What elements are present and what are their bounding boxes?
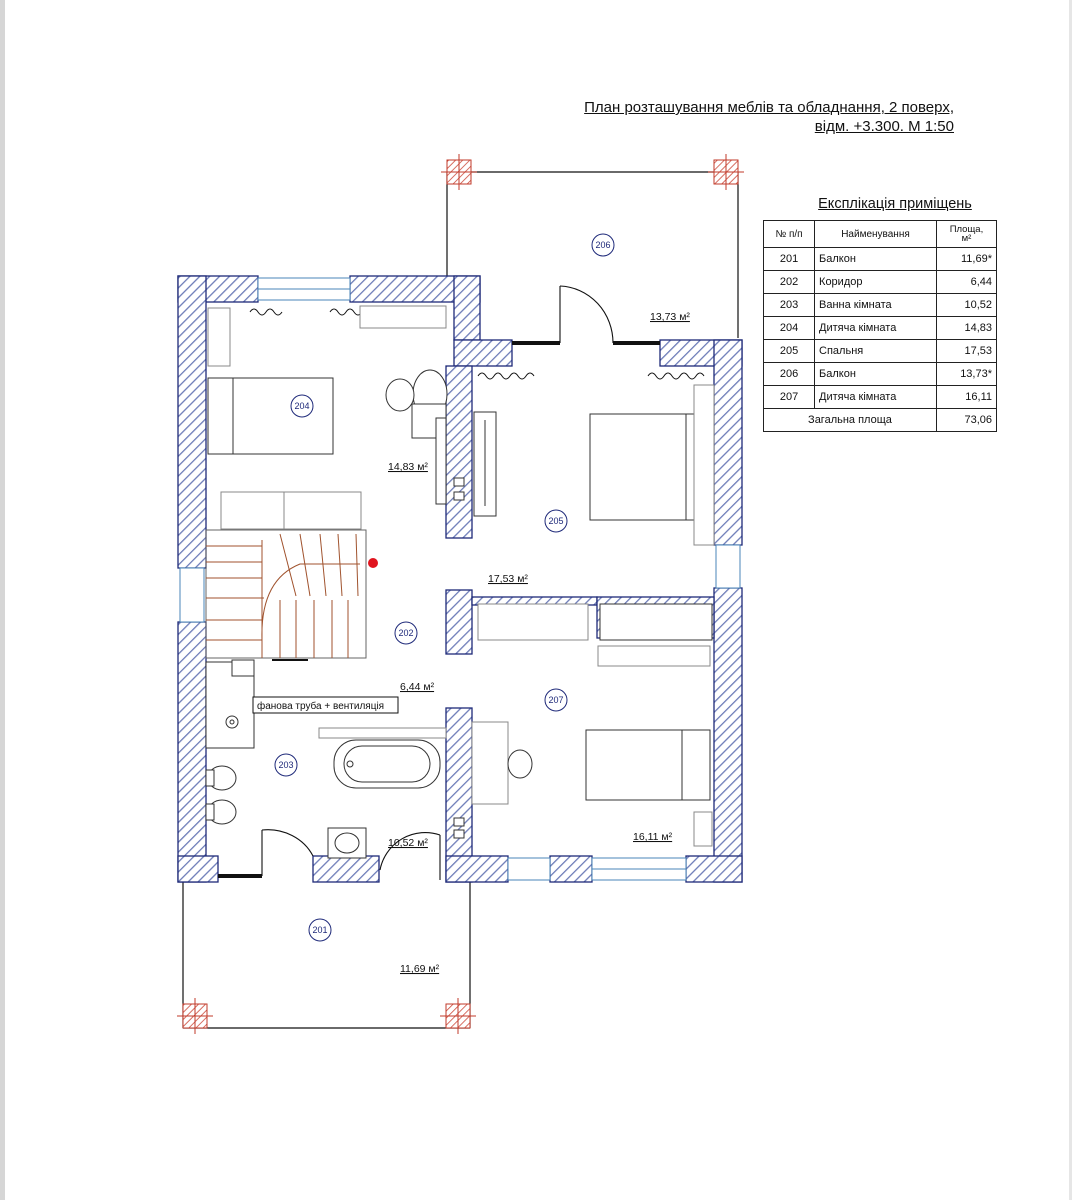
bed-205 [590, 414, 694, 520]
row-area: 16,11 [936, 386, 996, 409]
row-num: 201 [764, 248, 815, 271]
room-203-number: 203 [278, 760, 294, 770]
row-name: Дитяча кімната [815, 317, 937, 340]
row-name: Балкон [815, 363, 937, 386]
room-205-area: 17,53 м² [488, 573, 528, 585]
table-row [764, 317, 997, 340]
table-header-row [764, 221, 997, 248]
explication-panel [763, 196, 997, 432]
row-name: Коридор [815, 271, 937, 294]
room-201-number: 201 [312, 925, 328, 935]
room-202-area: 6,44 м² [400, 681, 435, 693]
room-205-furniture [590, 385, 714, 545]
room-206-area: 13,73 м² [650, 311, 690, 323]
header-name: Найменування [815, 221, 937, 248]
table-row [764, 294, 997, 317]
row-name: Дитяча кімната [815, 386, 937, 409]
row-name: Спальня [815, 340, 937, 363]
row-num: 204 [764, 317, 815, 340]
room-207-furniture [454, 604, 712, 846]
room-201-area: 11,69 м² [400, 963, 440, 975]
row-num: 202 [764, 271, 815, 294]
header-area-unit: м² [961, 233, 972, 244]
table-row [764, 363, 997, 386]
header-area-label: Площа, [949, 224, 984, 235]
total-value: 73,06 [936, 409, 996, 432]
total-label: Загальна площа [764, 409, 937, 432]
row-area: 10,52 [936, 294, 996, 317]
row-num: 203 [764, 294, 815, 317]
bed-207 [586, 730, 690, 800]
marker-point [368, 558, 378, 568]
header-num: № п/п [764, 221, 815, 248]
title-line-2: відм. +3.300. М 1:50 [814, 118, 954, 135]
balcony-201-outline [183, 880, 470, 1028]
row-name: Ванна кімната [815, 294, 937, 317]
table-row [764, 386, 997, 409]
table-row [764, 340, 997, 363]
explication-title: Експлікація приміщень [818, 196, 972, 212]
room-number-markers [275, 234, 614, 941]
note-text: фанова труба + вентиляція [257, 701, 385, 712]
row-area: 6,44 [936, 271, 996, 294]
room-204-number: 204 [294, 401, 310, 411]
row-area: 13,73* [936, 363, 996, 386]
row-area: 11,69* [936, 248, 996, 271]
room-202-number: 202 [398, 628, 414, 638]
row-area: 17,53 [936, 340, 996, 363]
room-207-number: 207 [548, 695, 564, 705]
room-206-number: 206 [595, 240, 611, 250]
row-num: 205 [764, 340, 815, 363]
staircase [206, 530, 366, 660]
balcony-206-outline [447, 172, 738, 338]
table-row [764, 248, 997, 271]
row-area: 14,83 [936, 317, 996, 340]
row-name: Балкон [815, 248, 937, 271]
room-207-area: 16,11 м² [633, 831, 673, 843]
row-num: 206 [764, 363, 815, 386]
row-num: 207 [764, 386, 815, 409]
room-204-area: 14,83 м² [388, 461, 428, 473]
header-area [936, 221, 996, 248]
room-205-number: 205 [548, 516, 564, 526]
table-row [764, 271, 997, 294]
title-line-1: План розташування меблів та обладнання, 2 поверх, [584, 99, 954, 116]
table-total-row [764, 409, 997, 432]
explication-table [763, 220, 997, 432]
room-203-area: 10,52 м² [388, 837, 428, 849]
